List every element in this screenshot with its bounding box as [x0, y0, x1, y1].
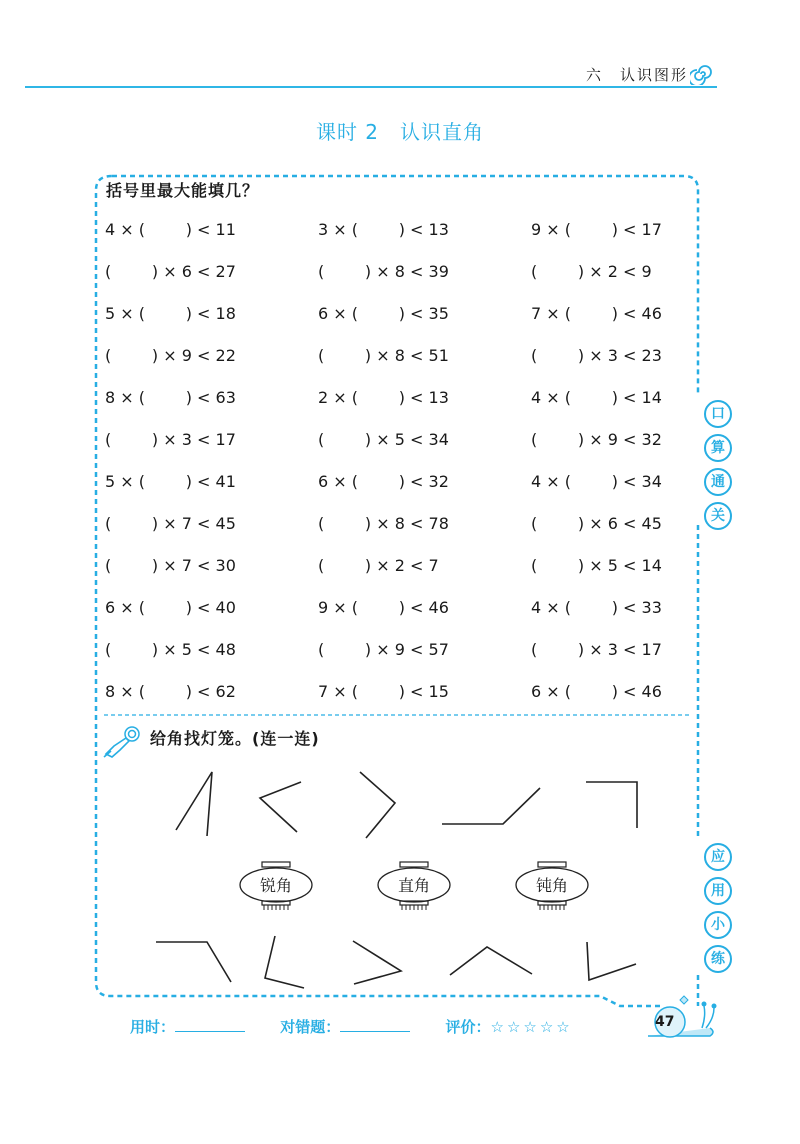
time-blank[interactable] [175, 1017, 245, 1032]
lantern-right[interactable] [376, 860, 452, 912]
problem: ( ) × 3 < 17 [105, 430, 236, 449]
angle-figure [353, 941, 401, 984]
problem: ( ) × 9 < 32 [531, 430, 662, 449]
side-tab-application [704, 843, 730, 979]
angle-figure [587, 942, 636, 980]
problem: 8 × ( ) < 62 [105, 682, 236, 701]
lantern-obtuse[interactable] [514, 860, 590, 912]
lantern-label: 直角 [397, 876, 430, 895]
problem: ( ) × 7 < 45 [105, 514, 236, 533]
problem: ( ) × 3 < 23 [531, 346, 662, 365]
section1-title: 括号里最大能填几？ [106, 181, 260, 200]
time-label: 用时： [130, 1018, 176, 1036]
problem: 4 × ( ) < 34 [531, 472, 662, 491]
tab-char: 练 [704, 945, 732, 973]
lesson-title: 课时 2 认识直角 [315, 120, 485, 144]
tab-char: 用 [704, 877, 732, 905]
problem: ( ) × 5 < 34 [318, 430, 449, 449]
problem: ( ) × 9 < 57 [318, 640, 449, 659]
angle-figure [260, 782, 301, 832]
problem: ( ) × 6 < 27 [105, 262, 236, 281]
problem: ( ) × 6 < 45 [531, 514, 662, 533]
problem: 6 × ( ) < 35 [318, 304, 449, 323]
problem: ( ) × 9 < 22 [105, 346, 236, 365]
problem: 2 × ( ) < 13 [318, 388, 449, 407]
errors-label: 对错题： [280, 1018, 341, 1036]
angle-figure [450, 947, 532, 975]
problem: ( ) × 5 < 14 [531, 556, 662, 575]
section2-title: 给角找灯笼。(连一连) [150, 729, 320, 748]
tab-char: 算 [704, 434, 732, 462]
problem: 7 × ( ) < 46 [531, 304, 662, 323]
angle-figure [442, 788, 540, 824]
angle-figure [586, 782, 637, 828]
problem: 6 × ( ) < 46 [531, 682, 662, 701]
problem: 3 × ( ) < 13 [318, 220, 449, 239]
footer [130, 1016, 573, 1037]
tab-char: 关 [704, 502, 732, 530]
tab-char: 通 [704, 468, 732, 496]
problem: 5 × ( ) < 18 [105, 304, 236, 323]
errors-blank[interactable] [340, 1017, 410, 1032]
problem: ( ) × 2 < 9 [531, 262, 652, 281]
problem: 4 × ( ) < 14 [531, 388, 662, 407]
lantern-label: 钝角 [535, 876, 568, 895]
problem: ( ) × 3 < 17 [531, 640, 662, 659]
lantern-acute[interactable] [238, 860, 314, 912]
problem: 6 × ( ) < 40 [105, 598, 236, 617]
tab-char: 小 [704, 911, 732, 939]
problem: 4 × ( ) < 33 [531, 598, 662, 617]
problem: ( ) × 2 < 7 [318, 556, 439, 575]
angle-figure [360, 772, 395, 838]
angle-figure [265, 936, 304, 988]
problem: ( ) × 8 < 51 [318, 346, 449, 365]
problem: 7 × ( ) < 15 [318, 682, 449, 701]
problem: ( ) × 5 < 48 [105, 640, 236, 659]
angle-figure [176, 772, 212, 836]
angle-figure [156, 942, 231, 982]
problem: ( ) × 7 < 30 [105, 556, 236, 575]
lantern-label: 锐角 [259, 876, 292, 895]
problem: 4 × ( ) < 11 [105, 220, 236, 239]
problem: 6 × ( ) < 32 [318, 472, 449, 491]
side-tab-oral-calc [704, 400, 730, 536]
snail-icon [640, 992, 720, 1042]
problem: ( ) × 8 < 78 [318, 514, 449, 533]
problem: 9 × ( ) < 46 [318, 598, 449, 617]
chapter-header: 六 认识图形 [585, 66, 688, 84]
page-number: 47 [655, 1014, 675, 1030]
problem: 8 × ( ) < 63 [105, 388, 236, 407]
problem: ( ) × 8 < 39 [318, 262, 449, 281]
problem: 9 × ( ) < 17 [531, 220, 662, 239]
rating-stars[interactable]: ☆☆☆☆☆ [490, 1018, 573, 1036]
tab-char: 应 [704, 843, 732, 871]
rating-label: 评价： [445, 1018, 491, 1036]
problem: 5 × ( ) < 41 [105, 472, 236, 491]
tab-char: 口 [704, 400, 732, 428]
